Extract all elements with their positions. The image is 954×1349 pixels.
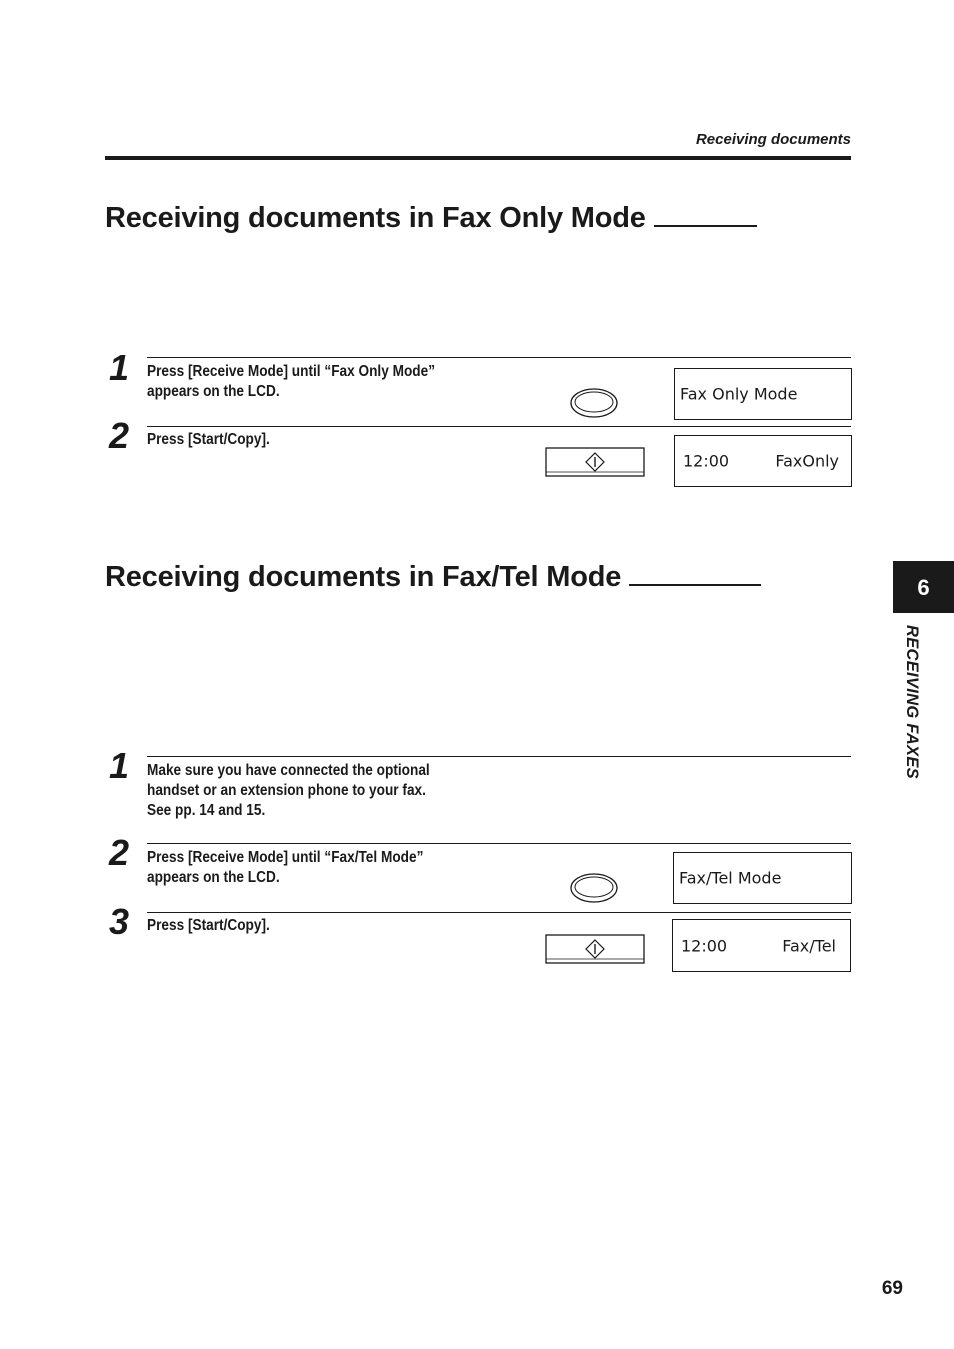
section-title-text: Receiving documents in Fax/Tel Mode	[105, 561, 622, 593]
lcd-time: 12:00	[683, 451, 730, 471]
step-rule	[147, 756, 851, 757]
lcd-text: Fax Only Mode	[680, 384, 798, 404]
step-line: handset or an extension phone to your fax.	[147, 782, 426, 799]
step-line: Press [Receive Mode] until “Fax/Tel Mode”	[147, 849, 424, 866]
step-number: 1	[108, 347, 130, 388]
step-line: See pp. 14 and 15.	[147, 802, 266, 819]
chapter-side-label: RECEIVING FAXES	[903, 625, 921, 779]
lcd-display-clock-faxtel	[672, 919, 851, 972]
receive-mode-button-icon[interactable]	[570, 873, 618, 903]
lcd-display-clock-faxonly	[674, 435, 852, 487]
running-header: Receiving documents	[695, 131, 851, 148]
lcd-mode: Fax/Tel	[782, 936, 836, 955]
step-number: 2	[108, 415, 130, 456]
step-number: 3	[108, 901, 130, 942]
step-text	[147, 430, 481, 450]
step-line: Make sure you have connected the optional	[147, 762, 430, 779]
section-title-fax-only	[105, 202, 757, 235]
step-rule	[147, 426, 851, 427]
lcd-text: Fax/Tel Mode	[679, 868, 782, 888]
step-line: appears on the LCD.	[147, 869, 280, 886]
chapter-tab: 6	[893, 561, 954, 613]
start-copy-button-icon[interactable]	[545, 447, 645, 477]
step-number: 2	[108, 832, 130, 873]
section-title-text: Receiving documents in Fax Only Mode	[105, 202, 646, 234]
step-number: 1	[108, 745, 130, 786]
lcd-display-fax-only-mode	[674, 368, 852, 420]
step-rule	[147, 357, 851, 358]
step-text	[147, 362, 481, 402]
step-rule	[147, 912, 851, 913]
lcd-time: 12:00	[681, 936, 728, 955]
step-text	[147, 848, 481, 888]
lcd-mode: FaxOnly	[775, 451, 839, 471]
step-text	[147, 916, 481, 936]
step-rule	[147, 843, 851, 844]
start-copy-button-icon[interactable]	[545, 934, 645, 964]
step-line: appears on the LCD.	[147, 383, 280, 400]
title-rule	[654, 225, 757, 227]
step-text	[147, 761, 481, 821]
section-title-fax-tel	[105, 561, 761, 594]
step-line: Press [Receive Mode] until “Fax Only Mode”	[147, 363, 436, 380]
title-rule	[629, 584, 761, 586]
step-line: Press [Start/Copy].	[147, 917, 270, 934]
receive-mode-button-icon[interactable]	[570, 388, 618, 418]
header-rule	[105, 156, 851, 160]
lcd-display-fax-tel-mode	[673, 852, 852, 904]
page-number: 69	[881, 1278, 903, 1299]
step-line: Press [Start/Copy].	[147, 431, 270, 448]
